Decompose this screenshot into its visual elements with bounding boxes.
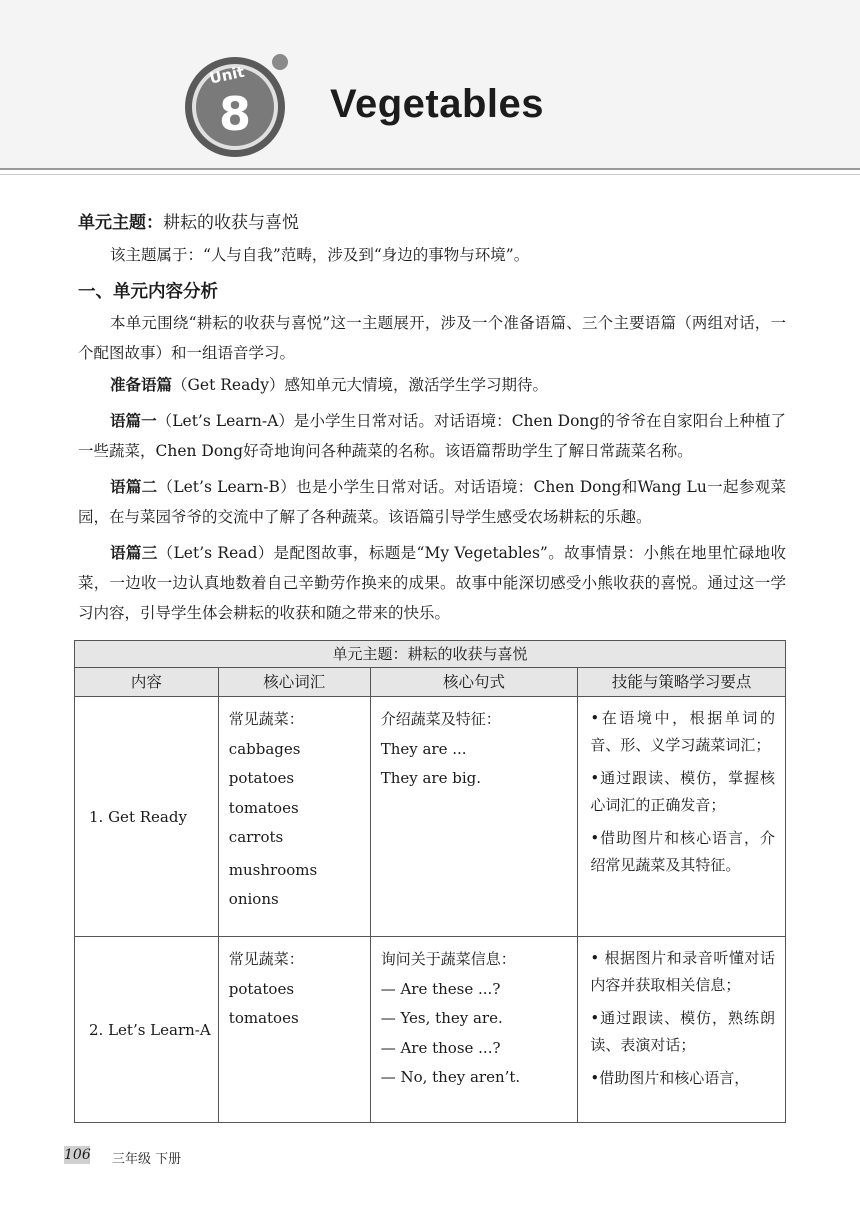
row-skills [578, 937, 786, 1123]
row-vocab [218, 937, 370, 1123]
vocab-item: tomatoes [228, 798, 299, 817]
unit-content-table [74, 640, 786, 1123]
table-row [75, 697, 786, 937]
vocab-item: potatoes [228, 769, 295, 787]
sentence-item: — No, they aren’t. [380, 1068, 521, 1086]
sentence-item: 介绍蔬菜及特征： [380, 710, 501, 728]
vocab-item: cabbages [228, 739, 301, 758]
text1-paragraph: 语篇一（Let’s Learn-A）是小学生日常对话。对话语境：Chen Dong的爷爷在自家阳台上种植了一些蔬菜，Chen Dong好奇地询问各种蔬菜的名称。该语篇帮助学生了解日常蔬菜名称。 [78, 412, 786, 460]
sentence-item: — Yes, they are. [380, 1009, 503, 1027]
vocab-item: onions [228, 890, 279, 908]
vocab-item: tomatoes [228, 1009, 299, 1027]
sentence-item: — Are these ...? [380, 979, 501, 998]
skill-item: •借助图片和核心语言，介绍常见蔬菜及其特征。 [590, 829, 775, 874]
text3-paragraph: 语篇三（Let’s Read）是配图故事，标题是“My Vegetables”。故事情景：小熊在地里忙碌地收菜，一边收一边认真地数着自己辛勤劳作换来的成果。故事中能深切感受小熊收获的喜悦。通过这一学习内容，引导学生体会耕耘的收获和随之带来的快乐。 [78, 544, 786, 622]
row-sentences [370, 697, 578, 937]
vocab-item: potatoes [228, 979, 295, 998]
prep-paragraph: 准备语篇（Get Ready）感知单元大情境，激活学生学习期待。 [110, 376, 548, 394]
sentence-item: — Are those ...? [380, 1038, 501, 1057]
sentence-item: They are big. [380, 769, 481, 787]
sentence-item: 询问关于蔬菜信息： [380, 950, 516, 968]
section-title: 一、单元内容分析 [78, 282, 218, 302]
intro-paragraph: 本单元围绕“耕耘的收获与喜悦”这一主题展开，涉及一个准备语篇、三个主要语篇（两组对话，一个配图故事）和一组语音学习。 [78, 314, 786, 362]
skill-item: •通过跟读、模仿，掌握核心词汇的正确发音； [590, 769, 775, 814]
row-vocab [218, 697, 370, 937]
book-label: 三年级 下册 [112, 1152, 182, 1167]
row-content: 2. Let’s Learn-A [75, 937, 219, 1123]
theme-description: 该主题属于：“人与自我”范畴，涉及到“身边的事物与环境”。 [110, 246, 530, 264]
header-content: 内容 [75, 668, 219, 697]
skill-item: •通过跟读、模仿，熟练朗读、表演对话； [590, 1009, 775, 1054]
vocab-item: 常见蔬菜： [228, 950, 304, 968]
header-vocab: 核心词汇 [218, 668, 370, 697]
row-sentences [370, 937, 578, 1123]
vocab-item: carrots [228, 828, 284, 846]
unit-badge-icon [180, 50, 290, 160]
skill-item: • 根据图片和录音听懂对话内容并获取相关信息； [590, 949, 775, 994]
row-content: 1. Get Ready [75, 697, 219, 937]
table-row [75, 937, 786, 1123]
skill-item: •在语境中，根据单词的音、形、义学习蔬菜词汇； [590, 709, 775, 754]
vocab-item: 常见蔬菜： [228, 710, 304, 728]
page-number: 106 [64, 1147, 91, 1163]
table-caption: 单元主题：耕耘的收获与喜悦 [75, 641, 786, 668]
header-divider [0, 174, 860, 175]
table-header-row [75, 668, 786, 697]
text2-paragraph: 语篇二（Let’s Learn-B）也是小学生日常对话。对话语境：Chen Dong和Wang Lu一起参观菜园，在与菜园爷爷的交流中了解了各种蔬菜。该语篇引导学生感受农场耕耘的乐趣。 [78, 478, 786, 526]
header-skills: 技能与策略学习要点 [578, 668, 786, 697]
vocab-item: mushrooms [228, 860, 318, 879]
skill-item: •借助图片和核心语言， [590, 1069, 750, 1087]
unit-number: 8 [218, 87, 252, 141]
theme-heading: 单元主题：耕耘的收获与喜悦 [78, 213, 299, 233]
row-skills [578, 697, 786, 937]
sentence-item: They are ... [380, 739, 467, 758]
header-sentences: 核心句式 [370, 668, 578, 697]
unit-word: Unit [207, 62, 247, 88]
unit-title: Vegetables [330, 82, 545, 126]
